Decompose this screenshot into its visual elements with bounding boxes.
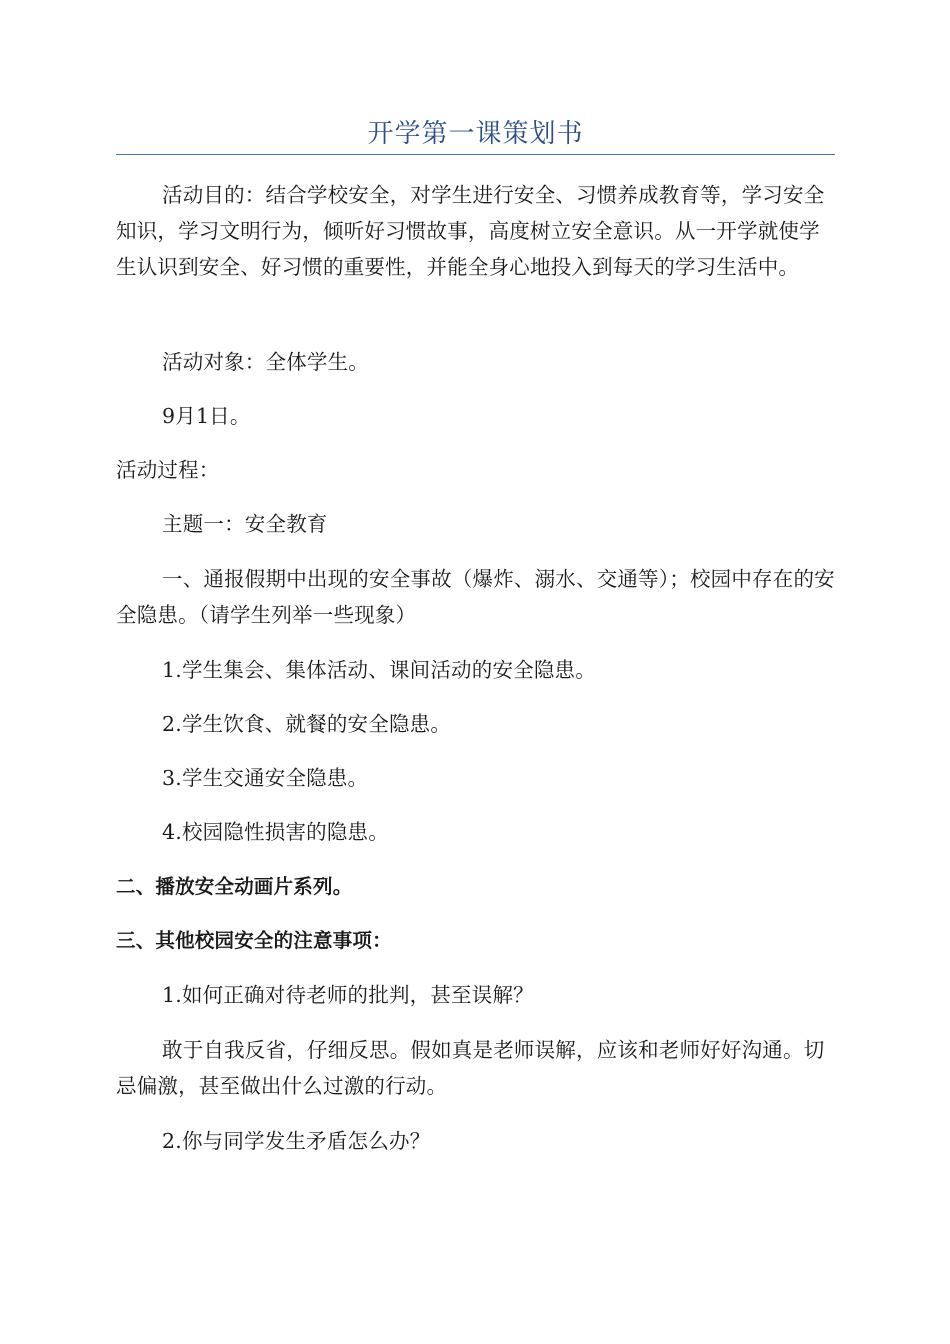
section-one-paragraph: 一、通报假期中出现的安全事故（爆炸、溺水、交通等）；校园中存在的安全隐患。（请学生列举一些现象） [116, 567, 835, 627]
section-three-heading: 三、其他校园安全的注意事项： [116, 929, 392, 952]
purpose-paragraph: 活动目的：结合学校安全，对学生进行安全、习惯养成教育等，学习安全知识，学习文明行为，倾听好习惯故事，高度树立安全意识。从一开学就使学生认识到安全、好习惯的重要性，并能全身心地投入到每天的学习生活中。 [116, 183, 825, 279]
document-title: 开学第一课策划书 [367, 119, 584, 149]
answer-one: 敢于自我反省，仔细反思。假如真是老师误解，应该和老师好好沟通。切忌偏激，甚至做出什么过激的行动。 [116, 1038, 825, 1098]
process-heading: 活动过程： [116, 458, 220, 482]
section-two-heading: 二、播放安全动画片系列。 [116, 875, 353, 898]
question-two: 2.你与同学发生矛盾怎么办？ [162, 1129, 431, 1153]
date-paragraph: 9月1日。 [162, 404, 251, 428]
question-one: 1.如何正确对待老师的批判，甚至误解？ [162, 983, 534, 1007]
theme-one-heading: 主题一：安全教育 [162, 512, 328, 536]
audience-paragraph: 活动对象：全体学生。 [162, 350, 369, 374]
list-item: 2.学生饮食、就餐的安全隐患。 [162, 712, 452, 736]
list-item: 3.学生交通安全隐患。 [162, 766, 369, 790]
list-item: 4.校园隐性损害的隐患。 [162, 820, 389, 844]
list-item: 1.学生集会、集体活动、课间活动的安全隐患。 [162, 658, 596, 682]
title-underline [116, 154, 835, 155]
